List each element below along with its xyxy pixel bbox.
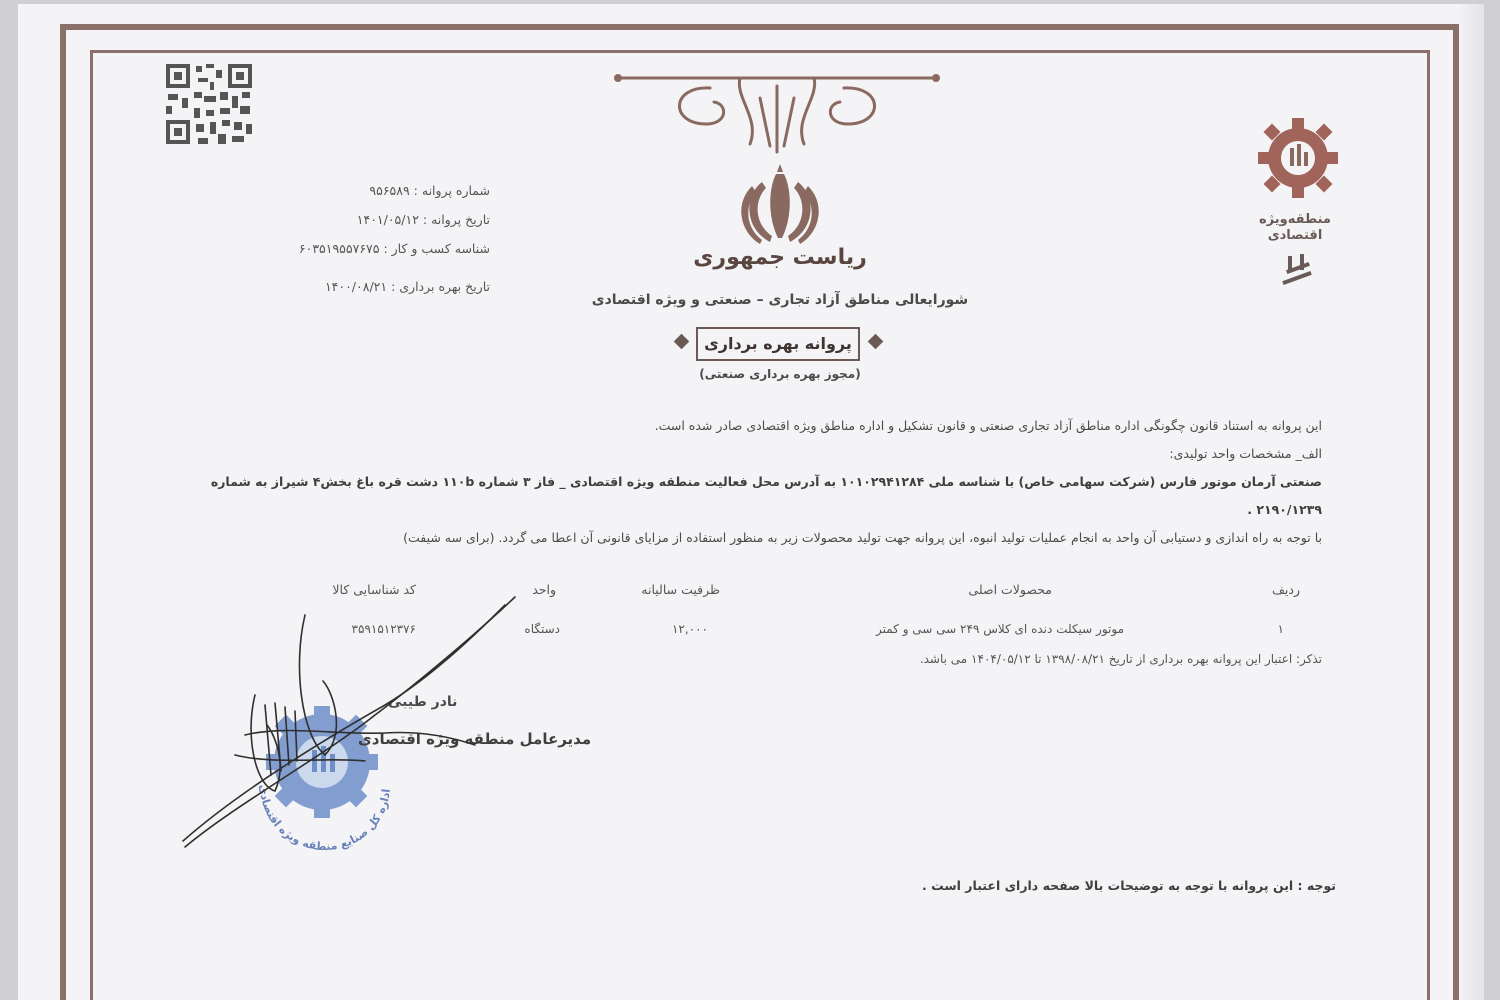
- diamond-right-icon: [868, 334, 884, 350]
- cell-row: ۱: [1277, 622, 1284, 636]
- license-number: شماره پروانه : ۹۵۶۵۸۹: [369, 183, 490, 198]
- presidency-title: ریاست جمهوری: [693, 245, 867, 270]
- council-title: شورایعالی مناطق آزاد تجاری – صنعتی و ویژه اقتصادی: [591, 292, 969, 308]
- qr-code: [164, 62, 254, 148]
- handwritten-signature: [175, 585, 535, 855]
- license-date: تاریخ پروانه : ۱۴۰۱/۰۵/۱۲: [356, 212, 490, 227]
- header-ornament: [610, 68, 944, 160]
- body-intro: این پروانه به استناد قانون چگونگی اداره مناطق آزاد تجاری صنعتی و قانون تشکیل و اداره مناطق ویژه اقتصادی صادر شده است.: [654, 418, 1322, 433]
- section-a-heading: الف_ مشخصات واحد تولیدی:: [1169, 446, 1322, 461]
- small-logo-icon: [1278, 252, 1318, 292]
- permit-title: پروانه بهره برداری: [696, 327, 860, 361]
- col-header-row: ردیف: [1271, 582, 1300, 597]
- validity-note: تذکر: اعتبار این پروانه بهره برداری از تاریخ ۱۳۹۸/۰۸/۲۱ تا ۱۴۰۴/۰۵/۱۲ می باشد.: [919, 652, 1322, 666]
- operation-date: تاریخ بهره برداری : ۱۴۰۰/۰۸/۲۱: [324, 279, 490, 294]
- diamond-left-icon: [674, 334, 690, 350]
- permit-title-group: [668, 327, 890, 359]
- stamp-text: اداره کل صنایع منطقه ویژه اقتصادی: [256, 784, 393, 854]
- special-economic-zone-logo: [1252, 110, 1344, 210]
- unit-description: صنعتی آرمان موتور فارس (شرکت سهامی خاص) با شناسه ملی ۱۰۱۰۲۹۴۱۲۸۴ به آدرس محل فعالیت منطقه ویژه اقتصادی _ فاز ۳ شماره ۱۱۰b دشت قره باغ بخش۴ شیراز به شماره: [210, 474, 1322, 489]
- signer-title: مدیرعامل منطقه ویژه اقتصادی: [358, 730, 592, 748]
- col-header-code: کد شناسایی کالا: [332, 582, 416, 597]
- cell-unit: دستگاه: [524, 622, 560, 636]
- logo-line-2: اقتصادی: [1267, 228, 1323, 243]
- cell-code: ۳۵۹۱۵۱۲۳۷۶: [351, 622, 416, 636]
- grant-statement: با توجه به راه اندازی و دستیابی آن واحد به انجام عملیات تولید انبوه، این پروانه جهت تولید محصولات زیر به منظور استفاده از مزایای قانونی آن اعطا می گردد. (برای سه شیفت): [403, 530, 1322, 545]
- permit-subtitle: (مجوز بهره برداری صنعتی): [699, 367, 861, 381]
- iran-emblem-icon: [738, 162, 822, 246]
- logo-caption: [1240, 212, 1350, 244]
- signer-name: نادر طیبی: [388, 694, 458, 710]
- footer-note: توجه : این پروانه با توجه به توضیحات بالا صفحه دارای اعتبار است .: [922, 878, 1336, 893]
- business-id: شناسه کسب و کار : ۶۰۳۵۱۹۵۵۷۶۷۵: [298, 241, 490, 256]
- unit-description-cont: ۲۱۹۰/۱۲۳۹ .: [1247, 502, 1322, 517]
- cell-product: موتور سیکلت دنده ای کلاس ۲۴۹ سی سی و کمتر: [875, 622, 1124, 636]
- col-header-capacity: ظرفیت سالیانه: [641, 582, 720, 597]
- cell-capacity: ۱۲,۰۰۰: [671, 622, 708, 636]
- col-header-unit: واحد: [532, 582, 556, 597]
- col-header-product: محصولات اصلی: [968, 582, 1052, 597]
- logo-line-1: منطقه‌ویژه: [1259, 212, 1331, 227]
